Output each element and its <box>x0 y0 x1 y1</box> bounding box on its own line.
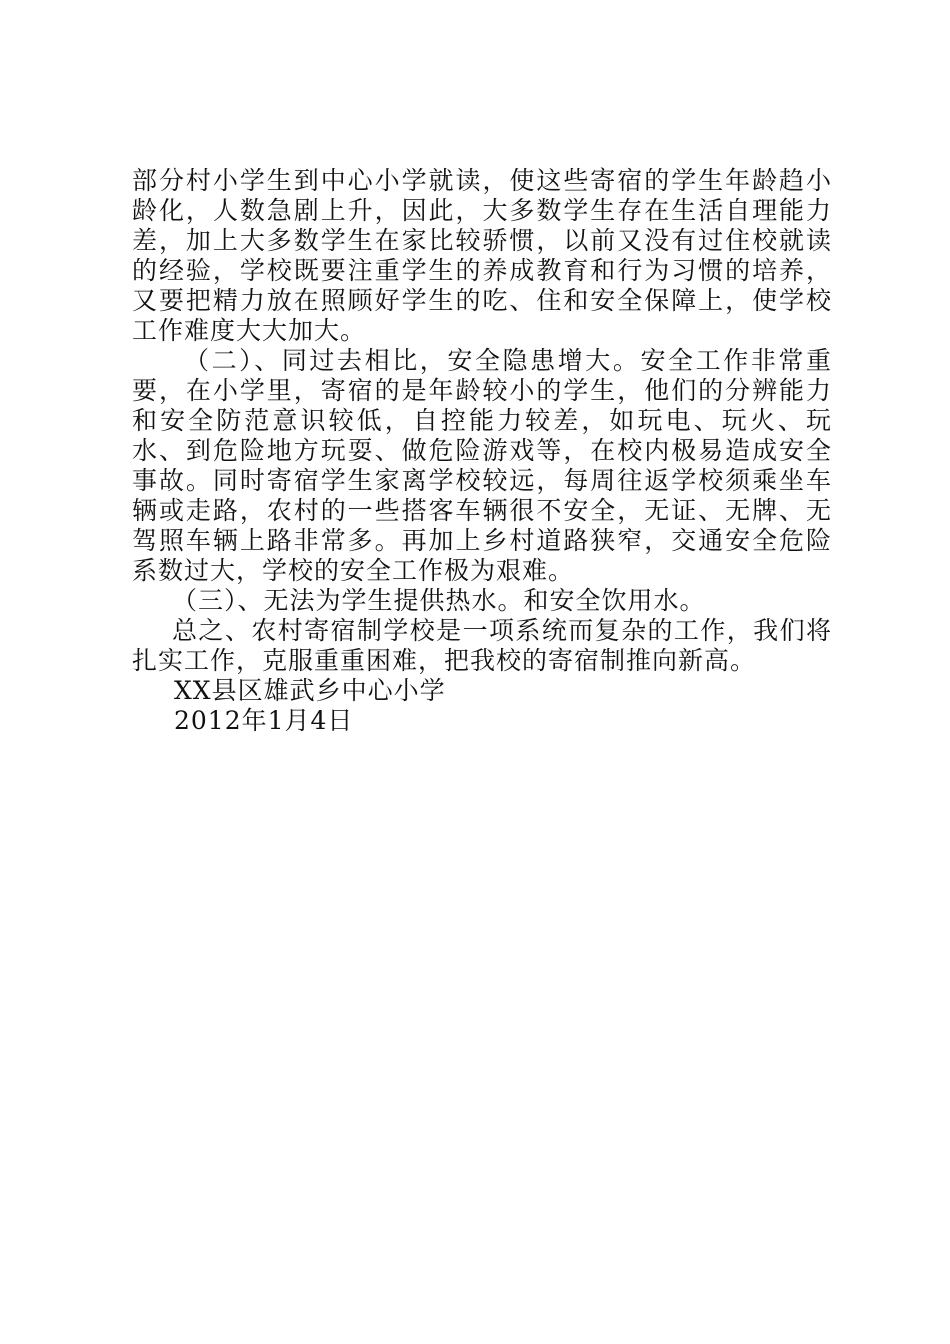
document-body <box>132 166 832 736</box>
paragraph-hot-water: （三）、无法为学生提供热水。和安全饮用水。 <box>172 586 706 615</box>
signature-organization: XX县区雄武乡中心小学 <box>174 676 446 705</box>
signature-date: 2012年1月4日 <box>174 706 354 735</box>
paragraph-safety-hazards: （二）、同过去相比，安全隐患增大。安全工作非常重要，在小学里，寄宿的是年龄较小的学生，他们的分辨能力和安全防范意识较低，自控能力较差，如玩电、玩火、玩水、到危险地方玩耍、做危险游戏等，在校内极易造成安全事故。同时寄宿学生家离学校较远，每周往返学校须乘坐车辆或走路，农村的一些搭客车辆很不安全，无证、无牌、无驾照车辆上路非常多。再加上乡村道路狭窄，交通安全危险系数过大，学校的安全工作极为艰难。 <box>132 346 832 585</box>
paragraph-continuation: 部分村小学生到中心小学就读，使这些寄宿的学生年龄趋小龄化，人数急剧上升，因此，大多数学生存在生活自理能力差，加上大多数学生在家比较骄惯，以前又没有过住校就读的经验，学校既要注重学生的养成教育和行为习惯的培养，又要把精力放在照顾好学生的吃、住和安全保障上，使学校工作难度大大加大。 <box>132 166 832 345</box>
paragraph-conclusion: 总之、农村寄宿制学校是一项系统而复杂的工作，我们将扎实工作，克服重重困难，把我校的寄宿制推向新高。 <box>132 616 832 675</box>
